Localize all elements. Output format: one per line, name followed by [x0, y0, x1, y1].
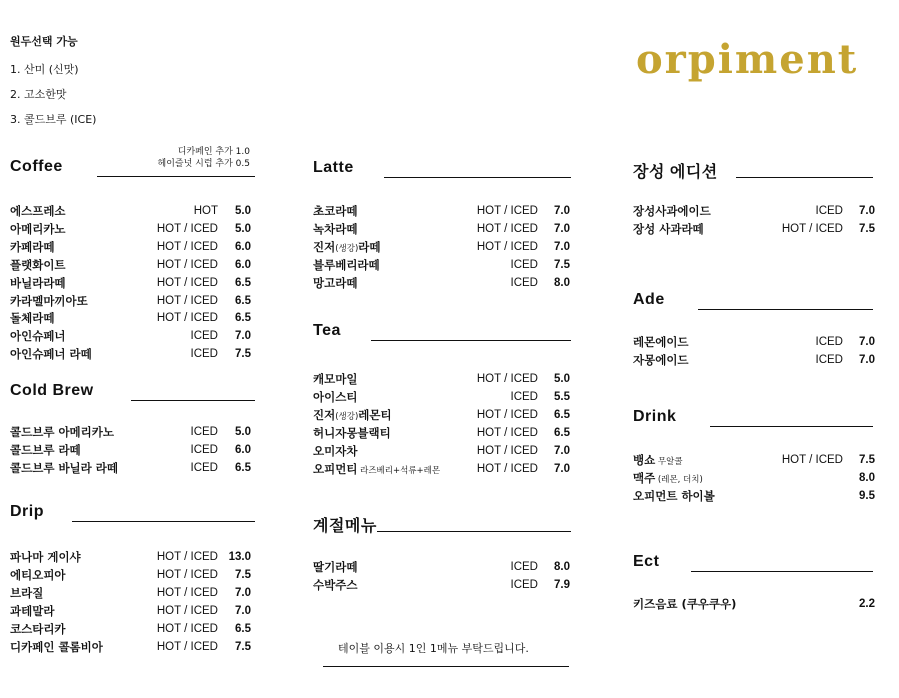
- item-temperature: ICED: [190, 443, 218, 456]
- item-name: [10, 423, 114, 441]
- item-name-text: 콜드브루 아메리카노: [10, 425, 114, 439]
- extra-hazelnut: 헤이즐넛 시럽 추가 0.5: [157, 159, 250, 169]
- item-temperature: HOT / ICED: [156, 240, 218, 253]
- item-name-text: 초코라떼: [313, 204, 358, 218]
- item-name: [10, 220, 66, 238]
- menu-item-ect: [633, 595, 875, 613]
- section-rule-coffee: [97, 176, 255, 177]
- menu-item-cold-brew: [10, 459, 251, 477]
- item-price: 8.0: [554, 276, 570, 289]
- item-temperature: HOT / ICED: [476, 444, 538, 457]
- menu-item-drip: [10, 620, 251, 638]
- section-title-coffee: Coffee: [10, 158, 63, 175]
- item-name-text: 진저: [313, 239, 336, 254]
- menu-item-coffee: [10, 202, 251, 220]
- item-temperature: HOT / ICED: [156, 276, 218, 289]
- menu-item-tea: [313, 406, 570, 424]
- item-name-text: 진저: [313, 407, 336, 422]
- item-name-text: 과테말라: [10, 603, 55, 618]
- item-price: 7.5: [554, 258, 570, 271]
- coffee-extras: [158, 146, 250, 170]
- item-temperature: HOT: [193, 205, 218, 217]
- item-temperature: HOT / ICED: [156, 294, 218, 307]
- item-temperature: HOT / ICED: [476, 240, 538, 253]
- item-name: [313, 220, 357, 238]
- item-name-text: 오피먼트 하이볼: [633, 488, 715, 503]
- item-name-text: 맥주: [633, 470, 656, 485]
- item-price: 7.0: [859, 205, 875, 217]
- item-name-text: 수박주스: [313, 577, 358, 592]
- item-temperature: ICED: [815, 353, 843, 366]
- menu-item-drip: [10, 566, 251, 584]
- menu-item-latte: [313, 202, 570, 220]
- item-name: [313, 256, 380, 274]
- menu-item-tea: [313, 460, 570, 478]
- item-name-text: 뱅쇼: [633, 453, 656, 467]
- menu-item-latte: [313, 220, 570, 238]
- item-price: 6.5: [235, 276, 251, 289]
- item-temperature: HOT / ICED: [476, 426, 538, 439]
- item-name: [10, 566, 66, 584]
- item-price: 5.0: [235, 426, 251, 438]
- item-name-text: 캐모마일: [313, 372, 358, 386]
- menu-item-coffee: [10, 256, 251, 274]
- item-name: [10, 459, 118, 477]
- item-price: 6.5: [554, 408, 570, 421]
- menu-item-seasonal: [313, 558, 570, 576]
- item-name: [633, 595, 736, 613]
- item-price: 7.5: [859, 454, 875, 466]
- item-name: [10, 548, 81, 566]
- item-price: 7.5: [235, 568, 251, 581]
- item-price: 7.0: [554, 222, 570, 235]
- item-name-note: (생강): [335, 411, 359, 422]
- item-name: [10, 238, 54, 256]
- item-name-text: 딸기라떼: [313, 560, 358, 574]
- menu-item-ade: [633, 333, 875, 351]
- item-temperature: ICED: [815, 336, 843, 348]
- item-name-text: 허니자몽블랙티: [313, 425, 391, 440]
- item-price: 6.5: [235, 622, 251, 635]
- item-name: [313, 424, 391, 442]
- item-name: [10, 441, 81, 459]
- item-name-text: 파나마 게이샤: [10, 550, 81, 564]
- item-price: 6.5: [554, 426, 570, 439]
- item-temperature: HOT / ICED: [781, 222, 843, 235]
- menu-item-cold-brew: [10, 423, 251, 441]
- item-name: [10, 345, 92, 363]
- section-rule-jangseong: [736, 177, 873, 178]
- item-name: [313, 370, 357, 388]
- item-price: 7.0: [554, 462, 570, 475]
- section-title-ade: Ade: [633, 291, 665, 308]
- item-name: [313, 558, 357, 576]
- item-temperature: ICED: [190, 330, 218, 343]
- extra-decaf: 디카페인 추가 1.0: [177, 147, 250, 157]
- item-name: [10, 327, 66, 345]
- section-rule-cold-brew: [131, 400, 255, 401]
- item-name-text: 브라질: [10, 585, 44, 600]
- item-name: [633, 202, 711, 220]
- section-title-drip: Drip: [10, 503, 44, 520]
- item-name-text: 에스프레소: [10, 204, 66, 218]
- item-price: 5.5: [554, 390, 570, 403]
- item-price: 7.0: [859, 353, 875, 366]
- item-name-text: 오피먼티: [313, 461, 358, 476]
- item-name-suffix: 레몬티: [358, 407, 392, 422]
- item-name-text: 바닐라라떼: [10, 275, 66, 290]
- section-rule-drip: [72, 521, 255, 522]
- menu-item-drip: [10, 602, 251, 620]
- item-temperature: ICED: [190, 348, 218, 361]
- item-name-text: 망고라떼: [313, 275, 358, 290]
- item-temperature: HOT / ICED: [156, 551, 218, 563]
- item-price: 2.2: [859, 598, 875, 610]
- bean-selection-list: [10, 57, 96, 132]
- item-name: [313, 460, 440, 480]
- item-name: [10, 620, 66, 638]
- notice-text: 테이블 이용시 1인 1메뉴 부탁드립니다.: [338, 642, 529, 655]
- item-price: 6.0: [235, 258, 251, 271]
- menu-item-latte: [313, 256, 570, 274]
- item-temperature: HOT / ICED: [156, 312, 218, 325]
- item-temperature: HOT / ICED: [156, 258, 218, 271]
- section-title-jangseong: 장성 에디션: [633, 164, 718, 181]
- section-rule-drink: [710, 426, 873, 427]
- item-name: [313, 388, 357, 406]
- item-name: [313, 442, 357, 460]
- menu-item-drink: [633, 487, 875, 505]
- item-price: 7.9: [554, 578, 570, 591]
- item-temperature: HOT / ICED: [476, 408, 538, 421]
- menu-item-jangseong: [633, 202, 875, 220]
- item-name-text: 카라멜마끼아또: [10, 293, 88, 308]
- menu-item-drip: [10, 548, 251, 566]
- item-name-note: 무알콜: [655, 457, 683, 467]
- item-name-text: 콜드브루 바닐라 라떼: [10, 460, 118, 475]
- item-name-suffix: 라떼: [358, 239, 381, 254]
- item-temperature: HOT / ICED: [156, 568, 218, 581]
- item-name: [633, 220, 704, 238]
- notice-underline: [323, 666, 569, 667]
- item-name-text: 레몬에이드: [633, 335, 689, 349]
- section-title-seasonal: 계절메뉴: [313, 518, 377, 535]
- bean-selection-heading: 원두선택 가능: [10, 35, 78, 48]
- menu-item-drink: [633, 469, 875, 487]
- item-name: [10, 584, 43, 602]
- menu-item-seasonal: [313, 576, 570, 594]
- section-title-tea: Tea: [313, 322, 341, 339]
- item-price: 7.5: [235, 348, 251, 361]
- item-temperature: HOT / ICED: [156, 622, 218, 635]
- item-price: 13.0: [228, 551, 251, 563]
- item-name-text: 아인슈페너: [10, 329, 66, 344]
- item-price: 7.0: [554, 205, 570, 217]
- item-name-text: 에티오피아: [10, 567, 66, 582]
- item-price: 7.0: [235, 330, 251, 343]
- item-temperature: HOT / ICED: [156, 586, 218, 599]
- item-name-note: 라즈베리+석류+레몬: [357, 465, 441, 476]
- item-price: 7.5: [859, 222, 875, 235]
- item-price: 5.0: [235, 205, 251, 217]
- item-price: 6.5: [235, 294, 251, 307]
- item-price: 8.0: [554, 561, 570, 573]
- item-temperature: HOT / ICED: [476, 205, 538, 217]
- menu-item-tea: [313, 424, 570, 442]
- item-temperature: ICED: [510, 578, 538, 591]
- menu-item-coffee: [10, 274, 251, 292]
- item-name-text: 녹차라떼: [313, 221, 358, 236]
- item-temperature: HOT / ICED: [476, 373, 538, 385]
- bean-option: 1. 산미 (신맛): [10, 63, 79, 76]
- item-temperature: ICED: [190, 426, 218, 438]
- item-temperature: ICED: [510, 276, 538, 289]
- item-name: [10, 638, 103, 656]
- section-title-cold-brew: Cold Brew: [10, 382, 94, 399]
- item-price: 5.0: [235, 222, 251, 235]
- menu-item-drink: [633, 451, 875, 469]
- item-name: [633, 487, 715, 505]
- item-name-text: 아메리카노: [10, 221, 66, 236]
- item-price: 7.0: [235, 586, 251, 599]
- item-temperature: HOT / ICED: [156, 640, 218, 653]
- menu-item-coffee: [10, 327, 251, 345]
- item-price: 6.5: [235, 461, 251, 474]
- menu-item-jangseong: [633, 220, 875, 238]
- item-name: [633, 351, 689, 369]
- item-price: 7.5: [235, 640, 251, 653]
- bean-option: 2. 고소한맛: [10, 88, 67, 101]
- item-temperature: HOT / ICED: [476, 462, 538, 475]
- menu-item-ade: [633, 351, 875, 369]
- menu-item-coffee: [10, 238, 251, 256]
- item-name-text: 코스타리카: [10, 621, 66, 636]
- item-name: [313, 576, 357, 594]
- item-name-text: 콜드브루 라떼: [10, 442, 81, 457]
- section-rule-tea: [371, 340, 571, 341]
- item-price: 8.0: [859, 471, 875, 484]
- item-price: 5.0: [554, 373, 570, 385]
- brand-logo: orpiment: [636, 36, 859, 83]
- item-price: 9.5: [859, 489, 875, 502]
- item-name-text: 장성 사과라떼: [633, 221, 704, 236]
- section-rule-ade: [698, 309, 873, 310]
- item-name: [10, 309, 54, 327]
- item-name-note: (레몬, 더치): [655, 474, 703, 485]
- section-rule-ect: [691, 571, 873, 572]
- section-title-ect: Ect: [633, 553, 660, 570]
- menu-item-coffee: [10, 220, 251, 238]
- menu-item-coffee: [10, 309, 251, 327]
- item-name-text: 돌체라떼: [10, 311, 55, 326]
- item-price: 7.0: [554, 444, 570, 457]
- section-rule-seasonal: [377, 531, 571, 532]
- bean-option: 3. 콜드브루 (ICE): [10, 113, 97, 126]
- item-temperature: ICED: [510, 390, 538, 403]
- section-rule-latte: [384, 177, 571, 178]
- item-price: 7.0: [235, 604, 251, 617]
- item-name-note: (생강): [335, 243, 359, 254]
- item-name-text: 장성사과에이드: [633, 204, 711, 218]
- menu-item-coffee: [10, 345, 251, 363]
- item-name-text: 오미자차: [313, 443, 358, 458]
- item-name: [10, 256, 66, 274]
- item-name: [313, 274, 357, 292]
- menu-item-drip: [10, 584, 251, 602]
- item-temperature: ICED: [190, 461, 218, 474]
- item-temperature: HOT / ICED: [781, 454, 843, 466]
- item-name: [10, 202, 66, 220]
- menu-item-tea: [313, 442, 570, 460]
- item-name-text: 아인슈페너 라떼: [10, 347, 92, 362]
- item-price: 7.0: [554, 240, 570, 253]
- item-name-text: 디카페인 콜롬비아: [10, 639, 103, 654]
- item-name-text: 카페라떼: [10, 239, 55, 254]
- item-price: 6.0: [235, 240, 251, 253]
- item-name-text: 플랫화이트: [10, 257, 66, 272]
- item-name-text: 아이스티: [313, 389, 358, 404]
- item-name-text: 키즈음료 (쿠우쿠우): [633, 597, 737, 611]
- menu-item-latte: [313, 238, 570, 256]
- item-temperature: ICED: [510, 561, 538, 573]
- item-name-text: 블루베리라떼: [313, 257, 380, 272]
- item-price: 6.5: [235, 312, 251, 325]
- item-name: [10, 602, 54, 620]
- item-temperature: ICED: [815, 205, 843, 217]
- menu-item-tea: [313, 370, 570, 388]
- item-temperature: HOT / ICED: [156, 604, 218, 617]
- item-temperature: ICED: [510, 258, 538, 271]
- item-name: [313, 202, 357, 220]
- item-name-text: 자몽에이드: [633, 352, 689, 367]
- item-name: [10, 274, 66, 292]
- menu-item-tea: [313, 388, 570, 406]
- item-price: 6.0: [235, 443, 251, 456]
- menu-item-cold-brew: [10, 441, 251, 459]
- item-temperature: HOT / ICED: [476, 222, 538, 235]
- menu-item-drip: [10, 638, 251, 656]
- item-temperature: HOT / ICED: [156, 222, 218, 235]
- section-title-latte: Latte: [313, 159, 354, 176]
- item-price: 7.0: [859, 336, 875, 348]
- menu-item-coffee: [10, 292, 251, 310]
- section-title-drink: Drink: [633, 408, 677, 425]
- item-name: [10, 292, 88, 310]
- item-name: [633, 333, 689, 351]
- menu-item-latte: [313, 274, 570, 292]
